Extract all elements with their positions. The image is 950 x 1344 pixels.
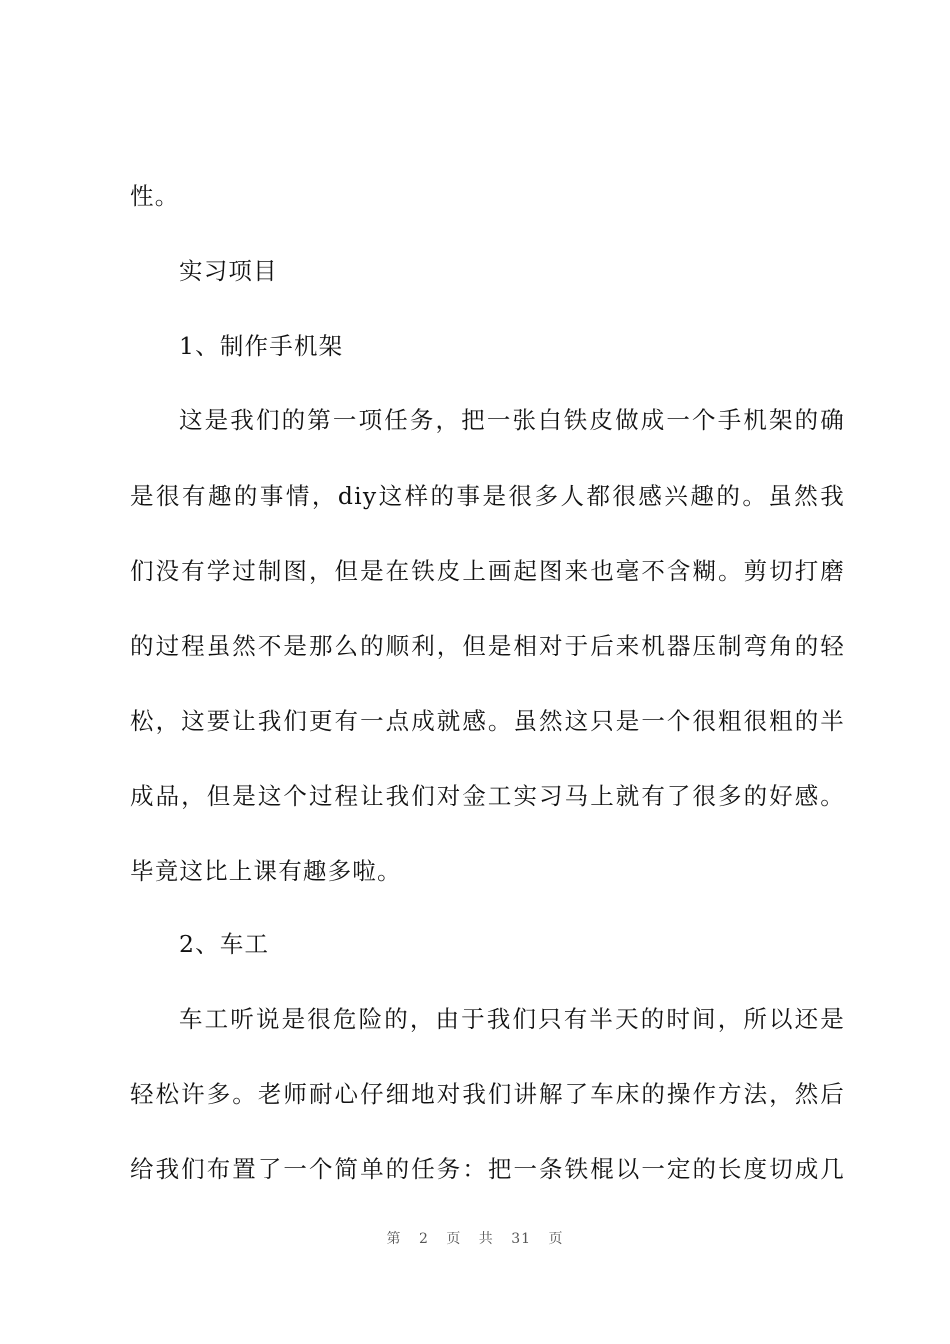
footer-label: 页 [446,1231,462,1247]
text-line: 轻松许多。老师耐心仔细地对我们讲解了车床的操作方法，然后 [130,1080,845,1108]
text-line: 成品，但是这个过程让我们对金工实习马上就有了很多的好感。 [130,782,845,810]
text-line: 毕竟这比上课有趣多啦。 [130,857,402,885]
text-line: 给我们布置了一个简单的任务：把一条铁棍以一定的长度切成几 [130,1155,845,1183]
text-line: 的过程虽然不是那么的顺利，但是相对于后来机器压制弯角的轻 [130,632,845,660]
text-line: 松，这要让我们更有一点成就感。虽然这只是一个很粗很粗的半 [130,707,845,735]
page-footer [0,1229,950,1249]
footer-label: 第 [386,1231,402,1247]
text-line: 是很有趣的事情，diy这样的事是很多人都很感兴趣的。虽然我 [130,482,845,510]
subsection-heading: 1、制作手机架 [179,332,344,360]
footer-label: 页 [548,1231,564,1247]
section-heading: 实习项目 [179,257,278,285]
text-line: 这是我们的第一项任务，把一张白铁皮做成一个手机架的确 [179,406,845,434]
text-line: 车工听说是很危险的，由于我们只有半天的时间，所以还是 [179,1005,845,1033]
subsection-heading: 2、车工 [179,930,270,958]
page-total: 31 [511,1231,532,1247]
page-number: 2 [418,1231,429,1247]
text-line: 性。 [130,182,180,210]
text-line: 们没有学过制图，但是在铁皮上画起图来也毫不含糊。剪切打磨 [130,557,845,585]
footer-label: 共 [478,1231,494,1247]
